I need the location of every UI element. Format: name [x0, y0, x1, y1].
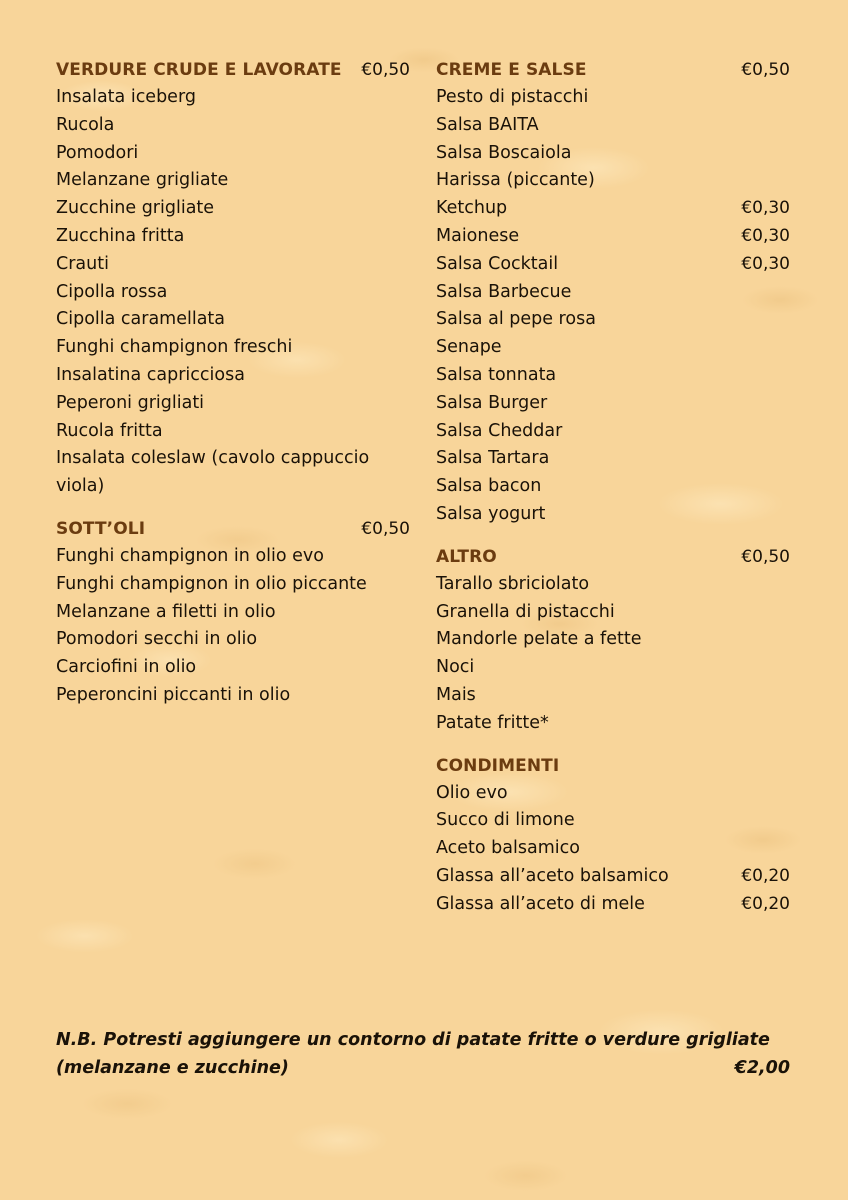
- item-name: Salsa bacon: [436, 476, 542, 497]
- item-name: Pomodori secchi in olio: [56, 629, 258, 650]
- item-name: Olio evo: [436, 782, 508, 803]
- item-price: €0,30: [741, 253, 790, 274]
- item-name: Salsa Boscaiola: [436, 142, 572, 163]
- menu-item: [436, 626, 790, 654]
- item-name: Salsa BAITA: [436, 114, 539, 135]
- menu-item: [56, 306, 410, 334]
- item-name: Tarallo sbriciolato: [436, 573, 590, 594]
- menu-item: [56, 251, 410, 279]
- menu-item: [436, 279, 790, 307]
- section-title: ALTRO: [436, 546, 497, 567]
- item-name: Salsa Cocktail: [436, 253, 559, 274]
- item-name: Zucchine grigliate: [56, 198, 215, 219]
- section-sottoli: [56, 515, 410, 710]
- menu-item: [56, 112, 410, 140]
- item-name: Granella di pistacchi: [436, 601, 615, 622]
- section-price: €0,50: [361, 60, 410, 80]
- menu-item: [436, 599, 790, 627]
- section-creme-salse: [436, 56, 790, 529]
- section-price: €0,50: [741, 60, 790, 80]
- menu-item: [436, 501, 790, 529]
- item-name: Mais: [436, 684, 476, 705]
- item-name: Melanzane a filetti in olio: [56, 601, 276, 622]
- menu-item: [436, 418, 790, 446]
- menu-item: [436, 112, 790, 140]
- menu-item: [56, 571, 410, 599]
- item-name: Cipolla rossa: [56, 281, 168, 302]
- menu-item: [56, 654, 410, 682]
- section-header: [436, 56, 790, 84]
- menu-item: [56, 279, 410, 307]
- menu-item: [56, 682, 410, 710]
- item-name: Crauti: [56, 253, 109, 274]
- item-name: Peperoni grigliati: [56, 392, 205, 413]
- menu-item: [436, 223, 790, 251]
- section-header: [436, 752, 790, 780]
- item-name: Peperoncini piccanti in olio: [56, 684, 291, 705]
- footnote-line-2: (melanzane e zucchine): [56, 1058, 289, 1078]
- section-title: CREME E SALSE: [436, 60, 587, 80]
- menu-item: [436, 571, 790, 599]
- menu-item: [56, 445, 410, 501]
- left-column: [56, 56, 410, 724]
- menu-item: [56, 390, 410, 418]
- item-name: Insalatina capricciosa: [56, 364, 245, 385]
- item-name: Rucola: [56, 114, 115, 135]
- menu-item: [56, 418, 410, 446]
- item-name: Zucchina fritta: [56, 225, 185, 246]
- section-header: [56, 515, 410, 543]
- section-title: SOTT’OLI: [56, 518, 146, 539]
- item-name: Mandorle pelate a fette: [436, 629, 642, 650]
- menu-item: [56, 362, 410, 390]
- menu-item: [436, 835, 790, 863]
- section-verdure: [56, 56, 410, 501]
- item-name: Insalata iceberg: [56, 87, 196, 107]
- menu-item: [436, 682, 790, 710]
- item-name: Funghi champignon freschi: [56, 337, 293, 358]
- item-name: Rucola fritta: [56, 420, 163, 441]
- item-name: Succo di limone: [436, 810, 575, 831]
- section-condimenti: [436, 752, 790, 919]
- menu-item: [436, 473, 790, 501]
- item-name: Salsa al pepe rosa: [436, 309, 596, 330]
- menu-item: [436, 390, 790, 418]
- section-header: [436, 543, 790, 571]
- item-name: Salsa yogurt: [436, 503, 546, 524]
- item-name: Salsa Barbecue: [436, 281, 572, 302]
- item-name: Insalata coleslaw (cavolo cappuccio viola): [56, 448, 370, 497]
- menu-item: [56, 334, 410, 362]
- menu-item: [56, 140, 410, 168]
- item-name: Ketchup: [436, 198, 508, 219]
- menu-item: [56, 223, 410, 251]
- item-name: Melanzane grigliate: [56, 170, 229, 191]
- footnote-line-2-row: [56, 1054, 790, 1082]
- menu-item: [436, 334, 790, 362]
- item-name: Pesto di pistacchi: [436, 87, 589, 107]
- item-name: Glassa all’aceto balsamico: [436, 865, 669, 886]
- menu-item: [56, 599, 410, 627]
- menu-item: [436, 780, 790, 808]
- menu-item: [436, 807, 790, 835]
- item-name: Harissa (piccante): [436, 170, 595, 191]
- item-name: Salsa Cheddar: [436, 420, 563, 441]
- item-name: Cipolla caramellata: [56, 309, 226, 330]
- item-name: Senape: [436, 337, 502, 358]
- item-name: Carciofini in olio: [56, 657, 197, 678]
- menu-item: [436, 710, 790, 738]
- item-price: €0,30: [741, 225, 790, 246]
- item-name: Pomodori: [56, 142, 139, 163]
- menu-item: [436, 195, 790, 223]
- menu-item: [436, 445, 790, 473]
- section-altro: [436, 543, 790, 738]
- section-title: CONDIMENTI: [436, 755, 560, 776]
- item-name: Noci: [436, 657, 475, 678]
- section-price: €0,50: [741, 546, 790, 567]
- menu-item: [436, 167, 790, 195]
- item-price: €0,30: [741, 198, 790, 219]
- menu-item: [56, 626, 410, 654]
- menu-item: [56, 543, 410, 571]
- menu-item: [436, 84, 790, 112]
- section-price: €0,50: [361, 518, 410, 539]
- menu-item: [436, 251, 790, 279]
- item-name: Maionese: [436, 225, 520, 246]
- right-column: [436, 56, 790, 933]
- item-name: Funghi champignon in olio evo: [56, 545, 324, 566]
- menu-item: [56, 167, 410, 195]
- item-name: Glassa all’aceto di mele: [436, 893, 645, 914]
- menu-item: [56, 84, 410, 112]
- footnote: [56, 1026, 790, 1082]
- item-name: Salsa Burger: [436, 392, 548, 413]
- menu-item: [436, 891, 790, 919]
- section-title: VERDURE CRUDE E LAVORATE: [56, 60, 342, 80]
- menu-item: [436, 863, 790, 891]
- menu-item: [436, 306, 790, 334]
- footnote-price: €2,00: [734, 1058, 790, 1078]
- item-price: €0,20: [741, 865, 790, 886]
- item-name: Salsa Tartara: [436, 448, 550, 469]
- item-name: Salsa tonnata: [436, 364, 557, 385]
- footnote-line-1: N.B. Potresti aggiungere un contorno di patate fritte o verdure grigliate: [56, 1030, 770, 1050]
- item-name: Aceto balsamico: [436, 838, 580, 859]
- section-header: [56, 56, 410, 84]
- item-name: Patate fritte*: [436, 712, 549, 733]
- menu-item: [56, 195, 410, 223]
- menu-item: [436, 362, 790, 390]
- menu-item: [436, 654, 790, 682]
- item-price: €0,20: [741, 893, 790, 914]
- menu-item: [436, 140, 790, 168]
- item-name: Funghi champignon in olio piccante: [56, 573, 367, 594]
